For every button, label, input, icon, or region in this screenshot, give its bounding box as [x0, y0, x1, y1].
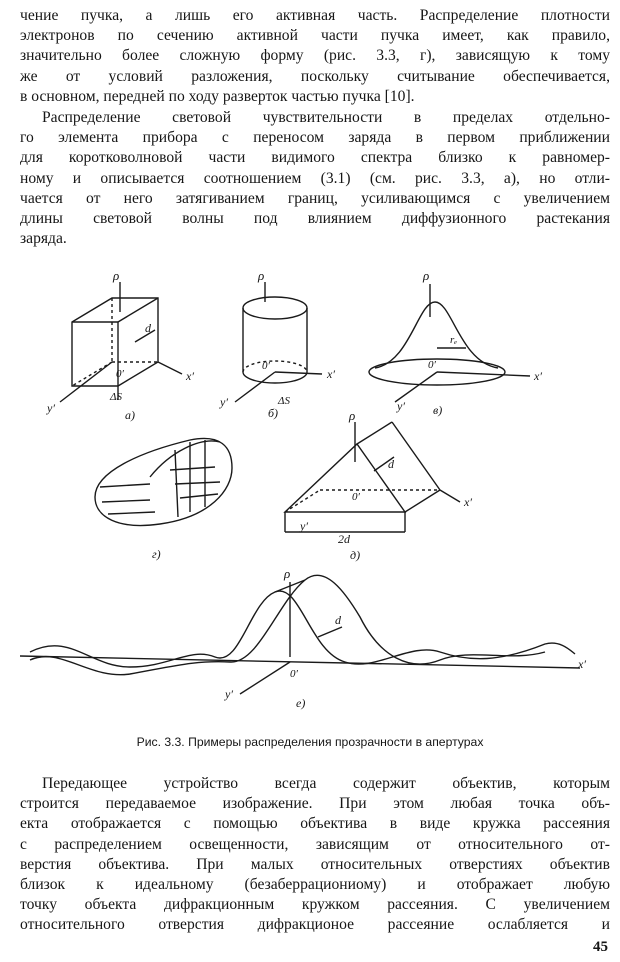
origin-label: 0′ — [428, 359, 436, 371]
text-line: чение пучка, а лишь его активная часть. Распределение плотности — [20, 7, 610, 24]
figure-caption: Рис. 3.3. Примеры распределения прозрачности в апертурах — [136, 735, 484, 749]
ds-label: ΔS — [278, 395, 290, 407]
text-line: же от условий разложения, поскольку считывание обеспечивается, — [20, 67, 610, 85]
text-line: заряда. — [20, 230, 67, 248]
rho-label: ρ — [113, 268, 120, 283]
subfigure-e-label: е) — [296, 696, 306, 710]
subfigure-d-prism — [285, 422, 460, 532]
text-line: электронов по сечению активной части пучка имеет, как правило, — [20, 27, 610, 45]
rho-label: ρ — [284, 566, 291, 581]
ds-label: ΔS — [110, 391, 122, 403]
text-line: для коротковолновой части видимого спектра близко к равномер- — [20, 149, 610, 167]
x-label: x′ — [578, 657, 586, 671]
subfigure-b-label: б) — [268, 406, 279, 420]
paragraph-1 — [20, 6, 610, 107]
text-line: Распределение световой чувствительности в пределах отдельно- — [42, 109, 610, 126]
text-line: с распределением освещенности, зависящим от относительного от- — [20, 835, 610, 853]
y-label: y′ — [225, 687, 233, 701]
paragraph-3 — [20, 774, 610, 936]
x-label: x′ — [464, 495, 472, 509]
y-label: y′ — [300, 519, 308, 533]
re-label: rₑ — [450, 334, 458, 346]
subfigure-d-label: д) — [350, 548, 361, 562]
figure-3-3 — [0, 262, 620, 732]
y-label: y′ — [220, 395, 228, 409]
d-label: d — [145, 321, 151, 335]
text-line: в основном, передней по ходу разверток частью пучка [10]. — [20, 87, 415, 105]
rho-label: ρ — [258, 268, 265, 283]
text-line: точку объекта дифракционным кружком рассеяния. С увеличением — [20, 896, 610, 914]
text-line: относительного отверстия дифракционое рассеяние ослабляется и — [20, 916, 610, 934]
subfigure-e-sinc — [20, 575, 580, 694]
text-line: ному и описывается соотношением (3.1) (см. рис. 3.3, а), но отли- — [20, 169, 610, 187]
text-line: Передающее устройство всегда содержит объектив, которым — [42, 775, 610, 792]
d-label: d — [335, 613, 341, 627]
subfigure-g-label: г) — [152, 547, 161, 561]
subfigure-a-cube — [60, 282, 182, 402]
d-label: d — [388, 457, 394, 471]
x-label: x′ — [186, 369, 194, 383]
page-number: 45 — [593, 939, 608, 955]
text-line: строится передаваемое изображение. При этом любая точка объ- — [20, 795, 610, 813]
origin-label: 0′ — [116, 368, 124, 380]
y-label: y′ — [397, 399, 405, 413]
subfigure-v-label: в) — [433, 403, 443, 417]
text-line: го элемента прибора с переносом заряда в первом приближении — [20, 129, 610, 147]
text-line: екта отображается с помощью объектива в виде кружка рассеяния — [20, 815, 610, 833]
origin-label: 0′ — [290, 668, 298, 680]
text-line: близок к идеальному (безаберрациониому) и отображает любую — [20, 876, 610, 894]
subfigure-a-label: а) — [125, 408, 135, 422]
text-line: значительно более сложную форму (рис. 3.3, г), зависящую к тому — [20, 47, 610, 65]
origin-label: 0′ — [262, 360, 270, 372]
paragraph-2 — [20, 108, 610, 249]
text-line: верстия объектива. При малых относительных отверстиях объектив — [20, 855, 610, 873]
origin-label: 0′ — [352, 491, 360, 503]
text-line: чается от него затягиванием границ, усиливающимся с увеличением — [20, 189, 610, 207]
text-line: длины световой волны под влиянием диффузионного растекания — [20, 210, 610, 228]
rho-label: ρ — [349, 408, 356, 423]
subfigure-b-cylinder — [235, 282, 322, 402]
x-label: x′ — [327, 367, 335, 381]
y-label: y′ — [47, 401, 55, 415]
twod-label: 2d — [338, 532, 350, 546]
rho-label: ρ — [423, 268, 430, 283]
x-label: x′ — [534, 369, 542, 383]
subfigure-g-blob — [95, 438, 232, 525]
